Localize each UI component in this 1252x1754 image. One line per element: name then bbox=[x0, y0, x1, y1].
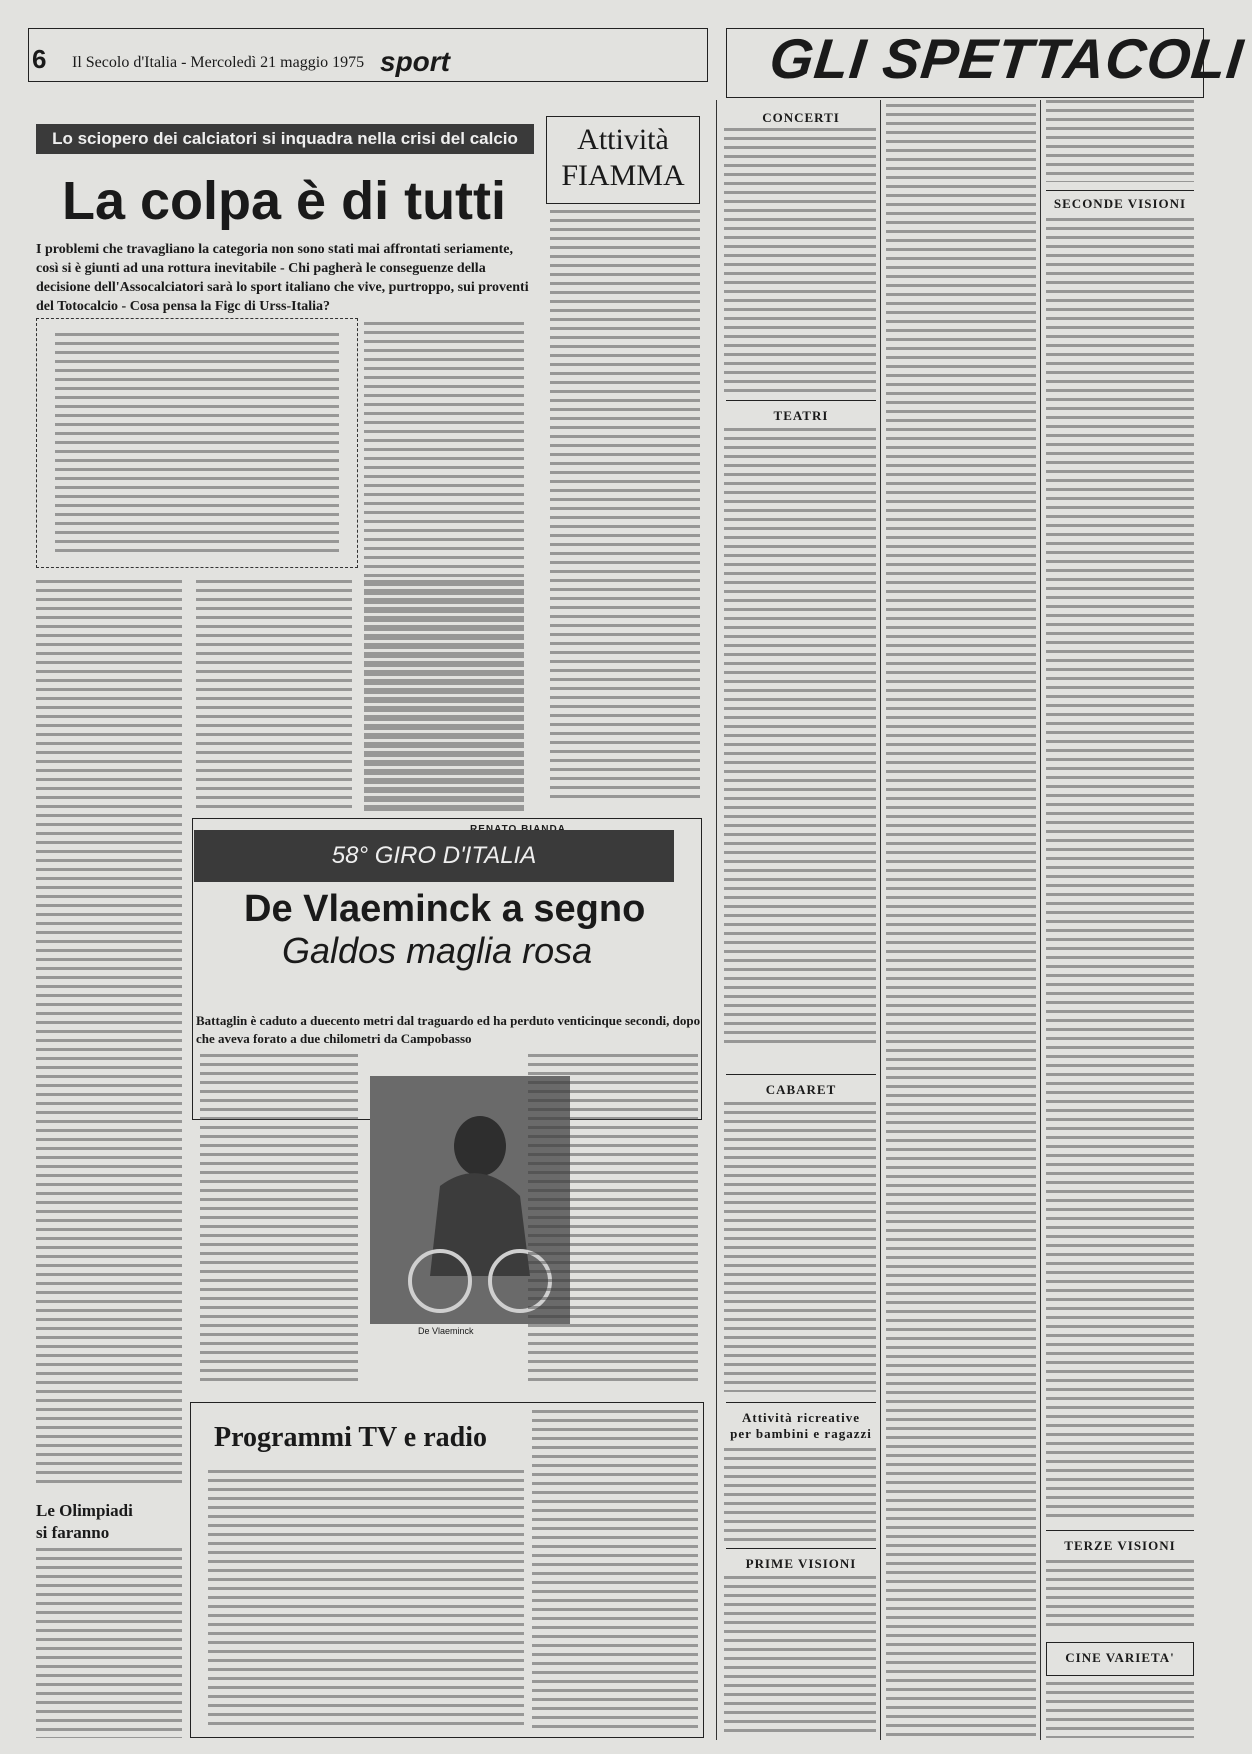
column-rule bbox=[716, 100, 717, 1740]
section-divider bbox=[726, 1548, 876, 1549]
fiamma-text bbox=[550, 210, 700, 804]
terze-visioni-listing bbox=[1046, 1560, 1194, 1632]
prime-visioni-listing-end bbox=[1046, 100, 1194, 182]
fiamma-title bbox=[546, 122, 700, 194]
prime-visioni-listing-cont bbox=[886, 104, 1036, 1738]
giro-column-1 bbox=[200, 1054, 358, 1382]
tv-listings-right bbox=[532, 1410, 698, 1728]
olimpiadi-title-line2: si faranno bbox=[36, 1523, 110, 1542]
fiamma-title-line2: FIAMMA bbox=[561, 159, 685, 192]
giro-deck: Battaglin è caduto a duecento metri dal traguardo ed ha perduto venticinque secondi, dopo che aveva forato a due chilometri da Campobasso bbox=[196, 1013, 701, 1046]
section-divider bbox=[1046, 190, 1194, 191]
column-rule bbox=[880, 100, 881, 1740]
calcio-banner: Lo sciopero dei calciatori si inquadra nella crisi del calcio bbox=[36, 124, 534, 154]
section-seconde-visioni: SECONDE VISIONI bbox=[1053, 196, 1187, 211]
giro-headline-1: De Vlaeminck a segno bbox=[244, 888, 646, 930]
section-cine-varieta: CINE VARIETA' bbox=[1065, 1650, 1175, 1665]
calcio-headline: La colpa è di tutti bbox=[62, 171, 507, 231]
prime-visioni-listing bbox=[724, 1576, 876, 1738]
section-divider bbox=[726, 1074, 876, 1075]
section-divider bbox=[726, 400, 876, 401]
cine-varieta-listing bbox=[1046, 1682, 1194, 1738]
concerti-listing bbox=[724, 128, 876, 394]
teatri-listing bbox=[724, 428, 876, 1048]
section-ricreative-line2: per bambini e ragazzi bbox=[730, 1426, 872, 1441]
section-divider bbox=[726, 1402, 876, 1403]
calcio-column-2 bbox=[196, 580, 352, 808]
olimpiadi-title-line1: Le Olimpiadi bbox=[36, 1501, 133, 1520]
section-teatri: TEATRI bbox=[773, 408, 829, 423]
photo-caption: De Vlaeminck bbox=[418, 1326, 474, 1336]
calcio-deck: I problemi che travagliano la categoria non sono stati mai affrontati seriamente, così si è giunti ad una rottura inevitabile - Chi pagherà le conseguenze della decisione dell'Assocalciatori sarà lo sport italiano che vive, purtroppo, sui proventi del Totocalcio - Cosa pensa la Figc di Urss-Italia? bbox=[36, 242, 529, 314]
column-rule bbox=[1040, 100, 1041, 1740]
section-terze-visioni: TERZE VISIONI bbox=[1064, 1538, 1176, 1553]
giro-headline-2: Galdos maglia rosa bbox=[282, 930, 593, 971]
section-cabaret: CABARET bbox=[765, 1082, 837, 1097]
giro-band: 58° GIRO D'ITALIA bbox=[194, 830, 674, 882]
calcio-column-3 bbox=[364, 580, 524, 808]
section-concerti: CONCERTI bbox=[762, 110, 840, 125]
olimpiadi-text bbox=[36, 1548, 182, 1738]
boxed-intro-text bbox=[55, 333, 339, 555]
ricreative-listing bbox=[724, 1448, 876, 1544]
cabaret-listing bbox=[724, 1102, 876, 1392]
tv-listings-left bbox=[208, 1470, 524, 1728]
boxed-intro bbox=[36, 318, 358, 568]
page-number: 6 bbox=[32, 44, 47, 74]
section-prime-visioni: PRIME VISIONI bbox=[745, 1556, 857, 1571]
giro-column-3 bbox=[528, 1054, 698, 1382]
section-ricreative-line1: Attività ricreative bbox=[741, 1410, 861, 1425]
calcio-column-1 bbox=[36, 580, 182, 1488]
seconde-visioni-listing bbox=[1046, 218, 1194, 1518]
spettacoli-title: GLI SPETTACOLI bbox=[766, 27, 1247, 90]
tv-title: Programmi TV e radio bbox=[214, 1422, 487, 1453]
section-ricreative bbox=[726, 1410, 876, 1442]
olimpiadi-title bbox=[36, 1500, 133, 1544]
fiamma-title-line1: Attività bbox=[577, 123, 669, 156]
section-label: sport bbox=[380, 46, 450, 77]
section-divider bbox=[1046, 1530, 1194, 1531]
running-head: Il Secolo d'Italia - Mercoledì 21 maggio 1975 bbox=[72, 54, 365, 71]
